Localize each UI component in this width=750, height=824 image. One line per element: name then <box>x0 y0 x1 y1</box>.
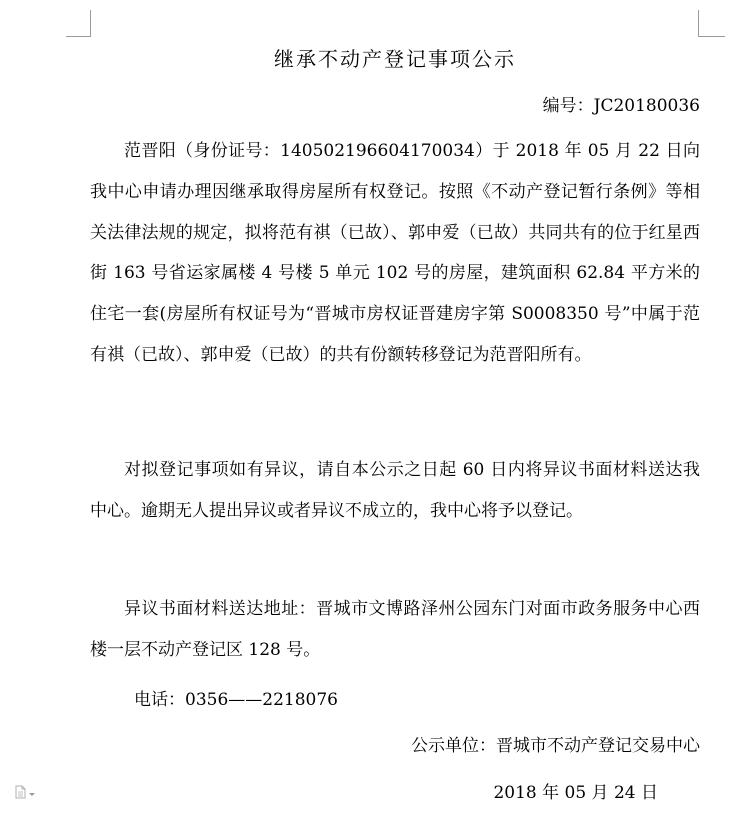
paragraph-main: 范晋阳（身份证号：140502196604170034）于 2018 年 05 月 22 日向我中心申请办理因继承取得房屋所有权登记。按照《不动产登记暂行条例》等相关法律法规的规定，拟将范有祺（已故）、郭申爱（已故）共同共有的位于红星西街 163 号省运家属楼 4 号楼 5 单元 102 号的房屋，建筑面积 62.84 平方米的住宅一套(房屋所有权证号为“晋城市房权证晋建房字第 S0008350 号”中属于范有祺（已故）、郭申爱（已故）的共有份额转移登记为范晋阳所有。 <box>90 141 700 365</box>
document-title: 继承不动产登记事项公示 <box>274 47 516 71</box>
crop-mark-top-left <box>66 10 91 37</box>
document-icon[interactable] <box>14 785 48 799</box>
document-number: 编号：JC20180036 <box>542 96 700 116</box>
contact-phone: 电话：0356——2218076 <box>134 690 338 710</box>
crop-mark-top-right <box>698 10 725 37</box>
issue-date: 2018 年 05 月 24 日 <box>493 783 658 803</box>
issuing-unit: 公示单位：晋城市不动产登记交易中心 <box>411 736 700 756</box>
paragraph-address: 异议书面材料送达地址：晋城市文博路泽州公园东门对面市政务服务中心西楼一层不动产登记区 128 号。 <box>90 599 700 660</box>
paragraph-objection: 对拟登记事项如有异议，请自本公示之日起 60 日内将异议书面材料送达我中心。逾期无人提出异议或者异议不成立的，我中心将予以登记。 <box>90 460 700 521</box>
